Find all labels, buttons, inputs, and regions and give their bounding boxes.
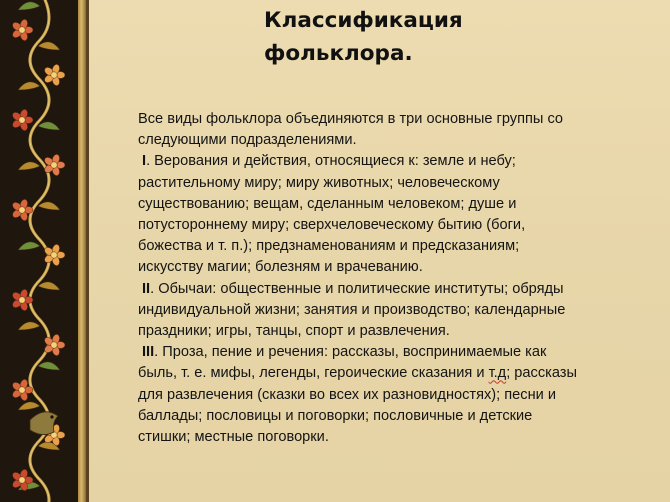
slide-title xyxy=(264,4,624,70)
section-1 xyxy=(138,151,578,278)
section-1-numeral: I xyxy=(142,153,147,170)
section-1-text: . Верования и действия, относящиеся к: земле и небу; растительному миру; миру животных; человеческому существованию; вещам, сделанным человеком; душе и потустороннему миру; сверхчеловеческому бытию (боги, божества и т. п.); предзнаменованиям и предсказаниям; искусству магии; болезням и врачеванию. xyxy=(138,153,526,276)
section-3-text-after: ; рассказы для развлечения (сказки во всех их разновидностях); песни и баллады; пословицы и поговорки; пословичные и детские стишки; местные поговорки. xyxy=(138,365,577,446)
section-3-text-before: . Проза, пение и речения: рассказы, воспринимаемые как быль, т. е. мифы, легенды, героические сказания и xyxy=(138,344,547,382)
slide-body xyxy=(138,109,578,448)
section-2-numeral: II xyxy=(142,280,151,297)
floral-ornament-icon xyxy=(0,0,78,502)
spellcheck-flagged-word: т.д xyxy=(488,365,507,382)
floral-ornament-border-icon xyxy=(0,0,78,502)
title-line-2: фольклора. xyxy=(264,41,413,66)
section-3-numeral: III xyxy=(142,344,155,361)
section-2-text: . Обычаи: общественные и политические институты; обряды индивидуальной жизни; занятия и производство; календарные праздники; игры, танцы, спорт и развлечения. xyxy=(138,280,566,340)
section-2 xyxy=(138,279,578,343)
section-3 xyxy=(138,342,578,448)
border-dark-edge xyxy=(86,0,89,502)
border-gold-edge xyxy=(78,0,86,502)
title-line-1: Классификация xyxy=(264,8,463,33)
intro-paragraph: Все виды фольклора объединяются в три основные группы со следующими подразделениями. xyxy=(138,111,564,149)
